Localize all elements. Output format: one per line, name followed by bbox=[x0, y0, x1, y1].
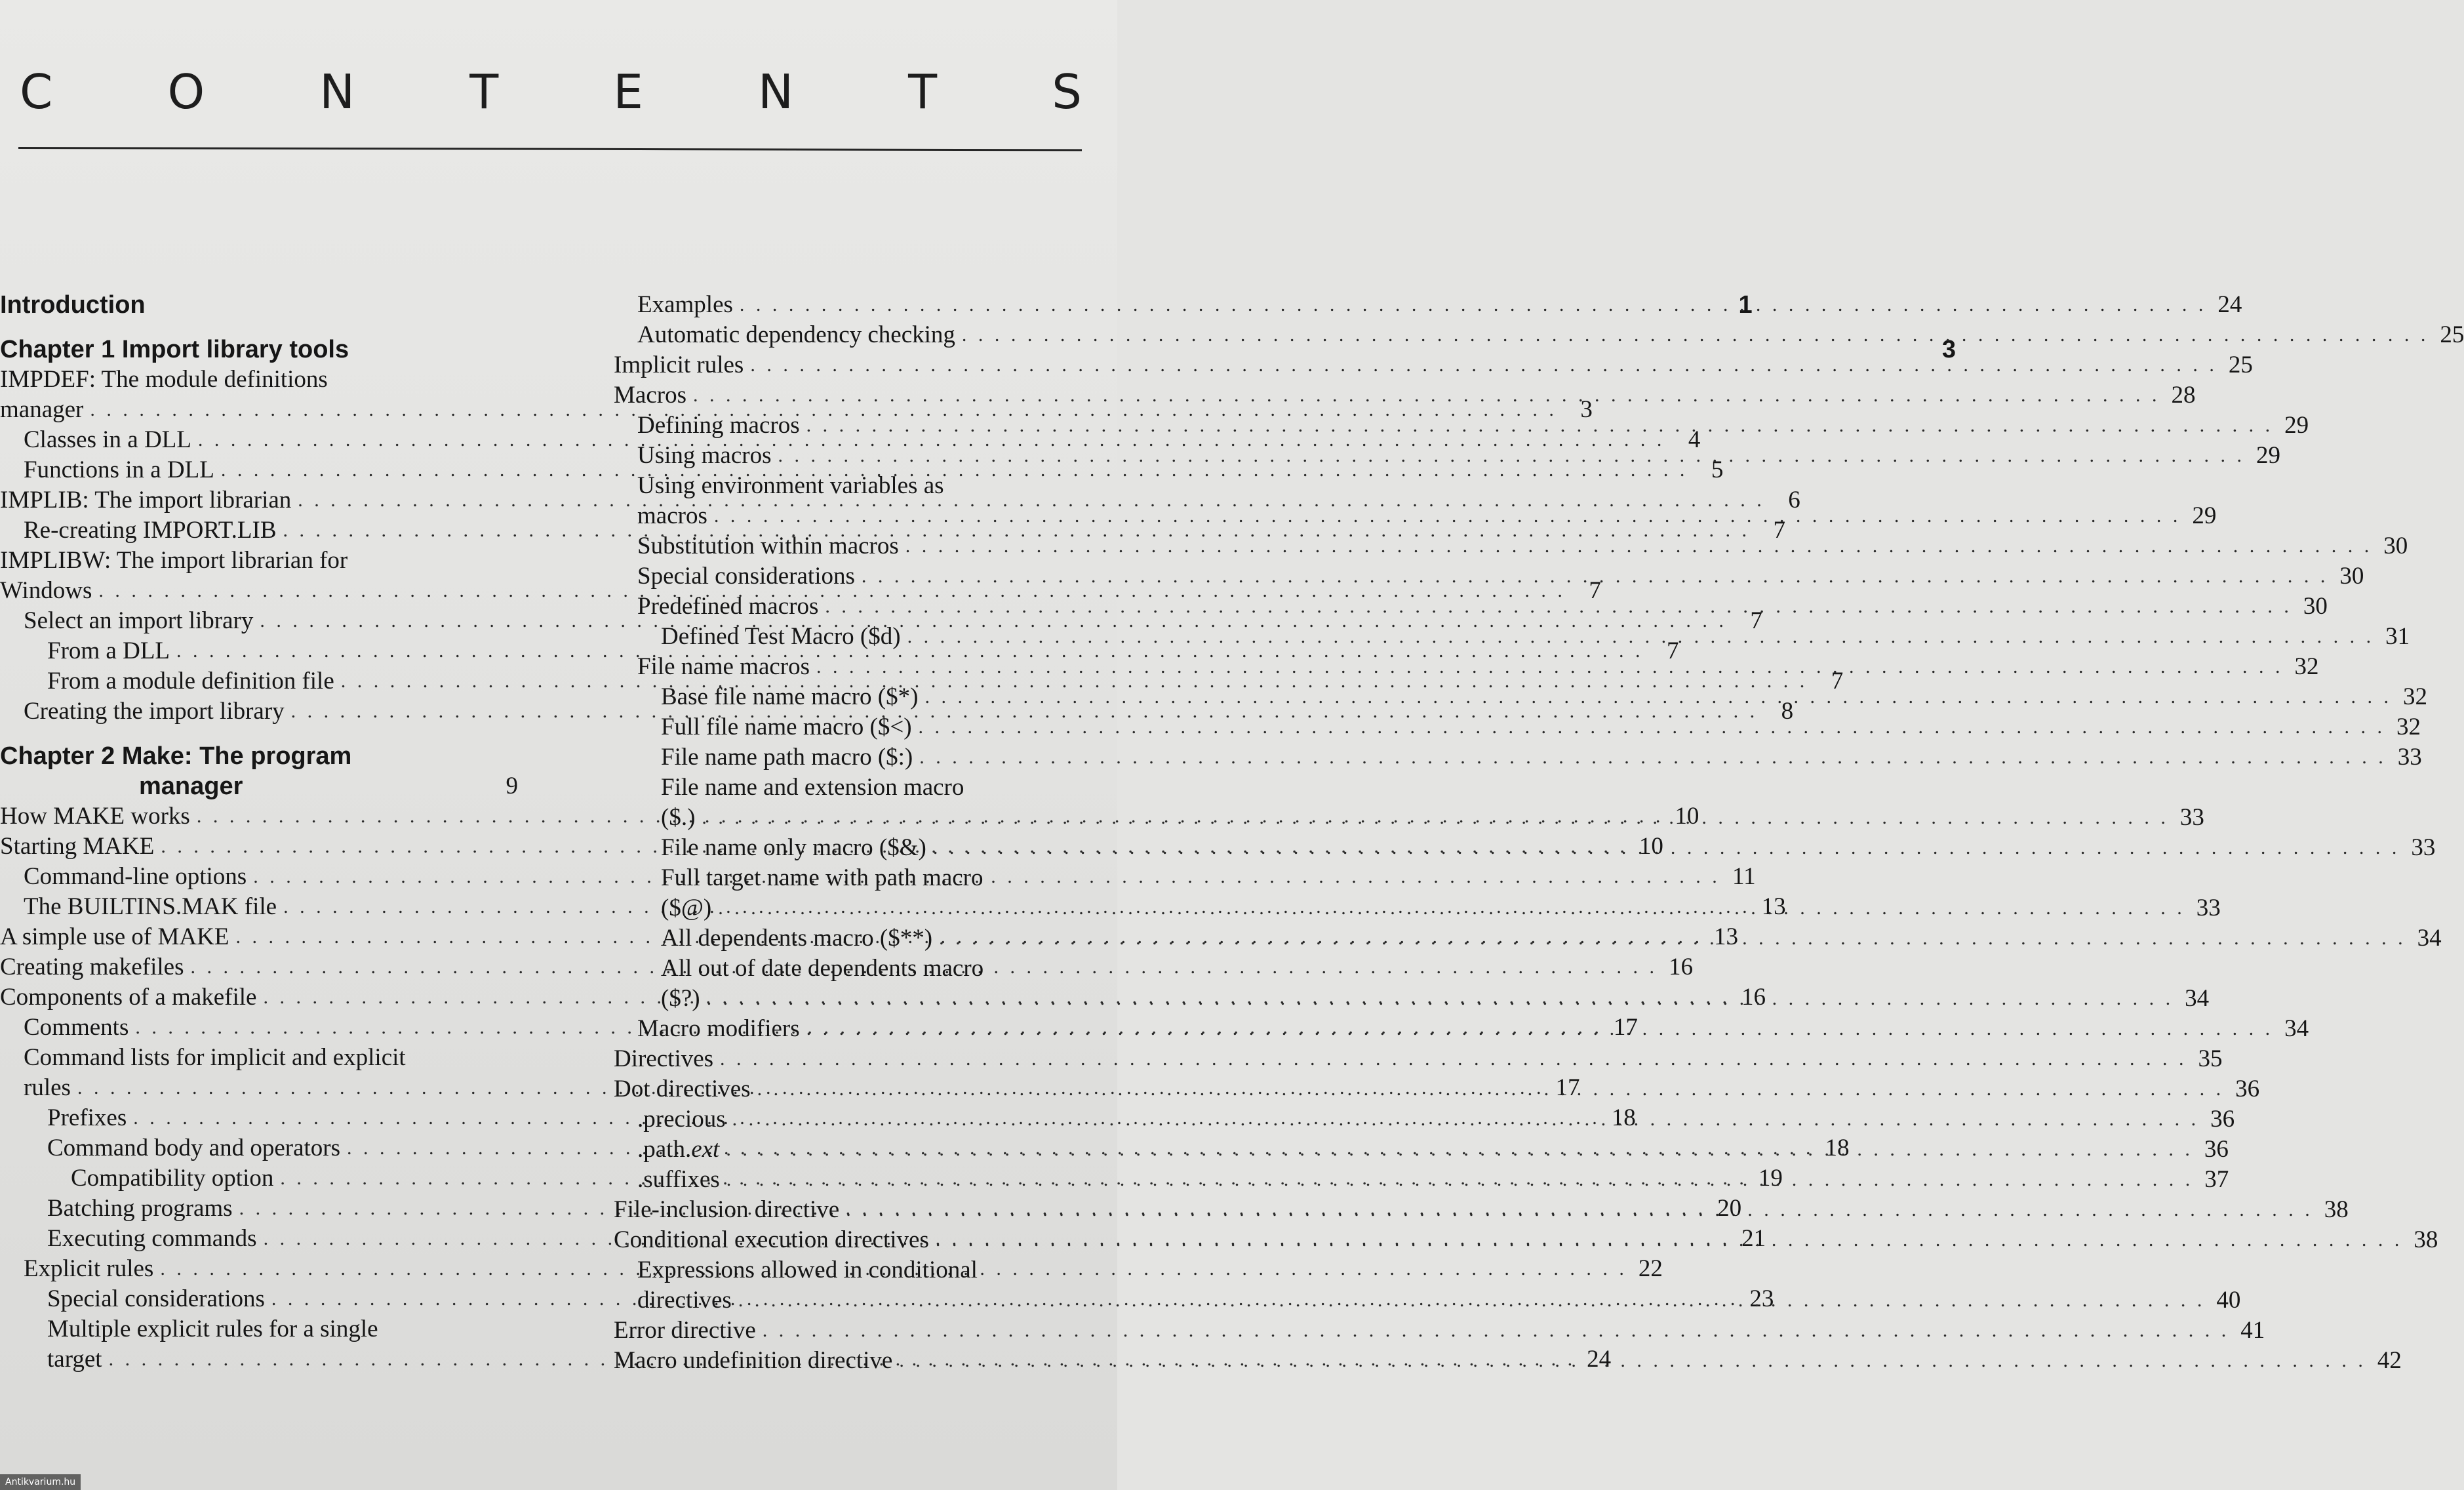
toc-entry bbox=[590, 1316, 2265, 1346]
dot-leader bbox=[707, 989, 2174, 1009]
toc-entry-label: From a DLL bbox=[47, 637, 170, 664]
toc-entry bbox=[590, 290, 2242, 320]
page-number: 3 bbox=[1941, 336, 1957, 363]
toc-entry-label: macros bbox=[637, 502, 707, 529]
title-letter: N bbox=[319, 64, 355, 119]
dot-leader bbox=[702, 808, 2169, 828]
page-number: 1 bbox=[1738, 291, 1753, 319]
title-letter: T bbox=[908, 64, 938, 119]
dot-leader bbox=[757, 1079, 2225, 1099]
toc-entry bbox=[590, 652, 2319, 682]
toc-entry-label: Functions in a DLL bbox=[24, 456, 214, 483]
dot-leader bbox=[778, 446, 2246, 466]
page-number: 25 bbox=[2228, 352, 2253, 378]
dot-leader bbox=[899, 1351, 2366, 1371]
toc-entry-label: Creating makefiles bbox=[0, 954, 184, 980]
toc-entry-label: Executing commands bbox=[47, 1225, 257, 1252]
dot-leader bbox=[924, 687, 2392, 707]
page-number: 6 bbox=[1788, 487, 1800, 513]
toc-entry-label: Predefined macros bbox=[637, 593, 819, 620]
toc-entry-line: Expressions allowed in conditional bbox=[637, 1257, 978, 1283]
toc-entry-line bbox=[661, 893, 2192, 923]
page-number: 7 bbox=[1667, 637, 1679, 664]
toc-entry-label: File name macros bbox=[637, 653, 810, 680]
page-number: 29 bbox=[2192, 502, 2217, 529]
page-number: 35 bbox=[2198, 1045, 2223, 1072]
toc-entry-line: All out of date dependents macro bbox=[661, 955, 984, 982]
toc-entry-label: Defined Test Macro ($d) bbox=[661, 623, 901, 650]
toc-entry-line: Using environment variables as bbox=[637, 472, 944, 499]
toc-entry bbox=[590, 682, 2427, 712]
toc-entry-text bbox=[637, 471, 2187, 531]
page-number: 33 bbox=[2397, 744, 2422, 771]
page-number: 32 bbox=[2402, 683, 2427, 710]
chapter-title bbox=[0, 741, 489, 801]
dot-leader bbox=[718, 898, 2185, 918]
toc-entry-label: File name path macro ($:) bbox=[661, 744, 913, 771]
toc-entry-label: Components of a makefile bbox=[0, 984, 257, 1011]
toc-entry-label: Directives bbox=[614, 1045, 714, 1072]
toc-entry-line bbox=[637, 1285, 2212, 1316]
page-number: 34 bbox=[2185, 985, 2210, 1012]
dot-leader bbox=[750, 355, 2217, 375]
toc-entry-label: Examples bbox=[637, 291, 733, 318]
page-number: 34 bbox=[2284, 1015, 2309, 1042]
dot-leader bbox=[714, 506, 2181, 526]
toc-entry-label: Windows bbox=[0, 577, 92, 604]
toc-entry bbox=[590, 561, 2364, 592]
toc-entry-label: ($@) bbox=[661, 895, 712, 921]
page-number: 34 bbox=[2417, 925, 2442, 952]
page-number: 17 bbox=[1555, 1074, 1580, 1101]
title-letter: S bbox=[1052, 64, 1082, 119]
page-number: 11 bbox=[1732, 863, 1756, 890]
toc-entry-label bbox=[637, 1135, 719, 1165]
dot-leader bbox=[936, 1230, 2403, 1250]
toc-entry-text bbox=[661, 954, 2180, 1014]
toc-entry-label: Special considerations bbox=[637, 563, 855, 590]
toc-entry-line: IMPDEF: The module definitions bbox=[0, 366, 328, 393]
page-number: 33 bbox=[2411, 834, 2436, 861]
toc-entry-label: Error directive bbox=[614, 1317, 756, 1344]
page-number: 9 bbox=[506, 773, 518, 799]
toc-entry-label: A simple use of MAKE bbox=[0, 923, 229, 950]
toc-entry bbox=[590, 380, 2196, 411]
page-number: 10 bbox=[1675, 803, 1699, 830]
toc-entry-label: Special considerations bbox=[47, 1285, 265, 1312]
toc-entry-label: The BUILTINS.MAK file bbox=[24, 893, 277, 920]
toc-entry-label: Macros bbox=[614, 382, 686, 409]
page-number: 25 bbox=[2440, 321, 2464, 348]
page-number: 7 bbox=[1750, 607, 1762, 634]
toc-entry-label: File-inclusion directive bbox=[614, 1196, 840, 1223]
page-number: 24 bbox=[1587, 1346, 1612, 1373]
toc-entry-line: Command lists for implicit and explicit bbox=[24, 1044, 406, 1071]
page-number: 32 bbox=[2396, 714, 2421, 740]
toc-entry-line: Full target name with path macro bbox=[661, 864, 984, 891]
page-number: 29 bbox=[2284, 412, 2309, 439]
dot-leader bbox=[816, 657, 2284, 677]
page-number: 18 bbox=[1825, 1135, 1850, 1161]
page-number: 5 bbox=[1711, 456, 1724, 483]
toc-entry-label: Batching programs bbox=[47, 1195, 233, 1222]
toc-entry bbox=[590, 411, 2309, 441]
page-number: 38 bbox=[2324, 1196, 2349, 1223]
page-number: 36 bbox=[2210, 1106, 2235, 1133]
page-number: 20 bbox=[1717, 1195, 1742, 1222]
dot-leader bbox=[720, 1049, 2187, 1069]
page-number: 21 bbox=[1741, 1225, 1766, 1252]
toc-entry bbox=[590, 531, 2408, 561]
page-number: 41 bbox=[2240, 1317, 2265, 1344]
page-number: 7 bbox=[1773, 517, 1786, 544]
dot-leader bbox=[732, 1110, 2200, 1129]
toc-entry-label: target bbox=[47, 1346, 102, 1373]
page-number: 4 bbox=[1688, 426, 1701, 453]
toc-entry-line: Multiple explicit rules for a single bbox=[47, 1316, 378, 1342]
page-number: 10 bbox=[1639, 833, 1663, 860]
toc-entry-label: Base file name macro ($*) bbox=[661, 683, 919, 710]
toc-entry-line bbox=[661, 984, 2180, 1014]
page-number: 30 bbox=[2339, 563, 2364, 590]
page-number: 22 bbox=[1638, 1255, 1663, 1282]
dot-leader bbox=[933, 838, 2400, 858]
dot-leader bbox=[919, 748, 2387, 767]
toc-entry-label-italic: ext bbox=[691, 1136, 720, 1163]
page-number: 36 bbox=[2204, 1136, 2229, 1163]
toc-entry-label: Command body and operators bbox=[47, 1135, 340, 1161]
toc-entry-label: Compatibility option bbox=[71, 1165, 274, 1192]
toc-entry bbox=[590, 320, 2464, 350]
toc-entry-label: ($?) bbox=[661, 985, 700, 1012]
chapter-title-line: Chapter 2 Make: The program bbox=[0, 742, 352, 770]
toc-entry-label: Command-line options bbox=[24, 863, 247, 890]
dot-leader bbox=[962, 325, 2429, 345]
toc-entry-label: .precious bbox=[637, 1106, 726, 1133]
page-number: 18 bbox=[1611, 1104, 1636, 1131]
chapter-title-line: manager bbox=[139, 773, 243, 800]
toc-entry-label: Implicit rules bbox=[614, 352, 744, 378]
toc-entry-label: Starting MAKE bbox=[0, 833, 155, 860]
toc-entry-label: Dot directives bbox=[614, 1076, 751, 1102]
title-letter: E bbox=[613, 64, 643, 119]
toc-entry-label: Prefixes bbox=[47, 1104, 127, 1131]
page-number: 33 bbox=[2196, 895, 2221, 921]
toc-entry-label: Macro undefinition directive bbox=[614, 1347, 893, 1374]
toc-entry-label: IMPLIB: The import librarian bbox=[0, 487, 292, 513]
dot-leader bbox=[740, 295, 2207, 315]
page-number: 7 bbox=[1589, 577, 1601, 604]
page-number: 29 bbox=[2256, 442, 2280, 469]
toc-entry-label: Comments bbox=[24, 1014, 129, 1041]
page-number: 33 bbox=[2179, 804, 2204, 831]
toc-entry bbox=[590, 742, 2422, 773]
page-number: 16 bbox=[1668, 954, 1693, 980]
toc-entry-line bbox=[637, 501, 2187, 531]
toc-entry-label: All dependents macro ($**) bbox=[661, 925, 933, 952]
toc-entry-label: directives bbox=[637, 1287, 732, 1314]
chapter-title: Chapter 1 Import library tools bbox=[0, 336, 349, 363]
page-number: 32 bbox=[2294, 653, 2319, 680]
toc-entry-label: Creating the import library bbox=[24, 698, 285, 725]
toc-entry-line: File name and extension macro bbox=[661, 774, 964, 801]
page-number: 42 bbox=[2377, 1347, 2402, 1374]
toc-entry bbox=[0, 982, 1766, 1013]
toc-entry-label: Re-creating IMPORT.LIB bbox=[24, 517, 277, 544]
watermark: Antikvarium.hu bbox=[0, 1474, 81, 1490]
toc-entry bbox=[590, 441, 2280, 471]
toc-entry-label: Using macros bbox=[637, 442, 772, 469]
page-number: 17 bbox=[1613, 1014, 1638, 1041]
page-number: 38 bbox=[2414, 1226, 2438, 1253]
dot-leader bbox=[693, 386, 2160, 405]
title-letter: N bbox=[758, 64, 793, 119]
toc-entry-label: Conditional execution directives bbox=[614, 1226, 929, 1253]
page-number: 37 bbox=[2204, 1166, 2229, 1193]
title-letter: O bbox=[167, 64, 205, 119]
toc-entry bbox=[0, 801, 1699, 832]
toc-entry-label: File name only macro ($&) bbox=[661, 834, 926, 861]
title-letter: C bbox=[20, 64, 53, 119]
toc-entry-label: From a module definition file bbox=[47, 668, 334, 695]
page-number: 13 bbox=[1761, 893, 1786, 920]
dot-leader bbox=[763, 1321, 2230, 1340]
toc-entry-label: rules bbox=[24, 1074, 71, 1101]
toc-entry-label: Full file name macro ($<) bbox=[661, 714, 912, 740]
toc-entry-label: Explicit rules bbox=[24, 1255, 154, 1282]
toc-entry-label: manager bbox=[0, 396, 84, 423]
toc-entry-text bbox=[637, 1255, 2212, 1316]
page-number: 8 bbox=[1781, 698, 1794, 725]
title-rule bbox=[18, 147, 1082, 151]
toc-entry-label: Select an import library bbox=[24, 607, 254, 634]
chapter-title: Introduction bbox=[0, 291, 146, 319]
toc-entry-text bbox=[661, 863, 2192, 923]
dot-leader bbox=[919, 717, 2386, 737]
toc-entry bbox=[590, 1044, 2223, 1074]
page-number: 28 bbox=[2171, 382, 2196, 409]
toc-entry-label: Macro modifiers bbox=[637, 1015, 800, 1042]
chapter-heading bbox=[0, 741, 518, 801]
title-letter: T bbox=[469, 64, 499, 119]
page-number: 40 bbox=[2216, 1287, 2241, 1314]
toc-entry-label: ($.) bbox=[661, 804, 696, 831]
page-number: 30 bbox=[2303, 593, 2328, 620]
toc-entry-line bbox=[661, 803, 2176, 833]
page-number: 30 bbox=[2383, 533, 2408, 559]
dot-leader bbox=[846, 1200, 2313, 1220]
dot-leader bbox=[806, 416, 2274, 435]
page-number: 13 bbox=[1713, 923, 1738, 950]
toc-entry-label: How MAKE works bbox=[0, 803, 190, 830]
dot-leader bbox=[726, 1140, 2193, 1159]
toc-entry-line: IMPLIBW: The import librarian for bbox=[0, 547, 348, 574]
toc-entry bbox=[590, 471, 2217, 531]
dot-leader bbox=[806, 1019, 2274, 1039]
toc-entry bbox=[590, 592, 2328, 622]
toc-entry-label: .suffixes bbox=[637, 1166, 720, 1193]
page-number: 24 bbox=[2217, 291, 2242, 318]
page-number: 36 bbox=[2235, 1076, 2260, 1102]
toc-entry bbox=[590, 622, 2410, 652]
dot-leader bbox=[939, 929, 2406, 948]
dot-leader bbox=[726, 1170, 2194, 1190]
page-number: 7 bbox=[1831, 668, 1844, 695]
page-number: 31 bbox=[2385, 623, 2410, 650]
page-number: 23 bbox=[1749, 1285, 1774, 1312]
toc-entry-label: Automatic dependency checking bbox=[637, 321, 955, 348]
toc-entry-label-part: .path. bbox=[637, 1136, 692, 1163]
dot-leader bbox=[907, 627, 2375, 647]
dot-leader bbox=[862, 567, 2329, 586]
toc-entry-label: Defining macros bbox=[637, 412, 800, 439]
dot-leader bbox=[905, 536, 2373, 556]
page-number: 3 bbox=[1580, 396, 1593, 423]
toc-entry-text bbox=[661, 773, 2176, 833]
toc-entry-label: Classes in a DLL bbox=[24, 426, 191, 453]
dot-leader bbox=[738, 1291, 2206, 1310]
dot-leader bbox=[825, 597, 2292, 616]
toc-entry bbox=[0, 892, 1786, 922]
page-number: 19 bbox=[1758, 1165, 1783, 1192]
toc-entry bbox=[590, 712, 2421, 742]
toc-entry-label: Substitution within macros bbox=[637, 533, 899, 559]
toc-entry bbox=[590, 350, 2253, 380]
page-number: 16 bbox=[1741, 984, 1766, 1011]
page-title bbox=[20, 60, 1082, 123]
